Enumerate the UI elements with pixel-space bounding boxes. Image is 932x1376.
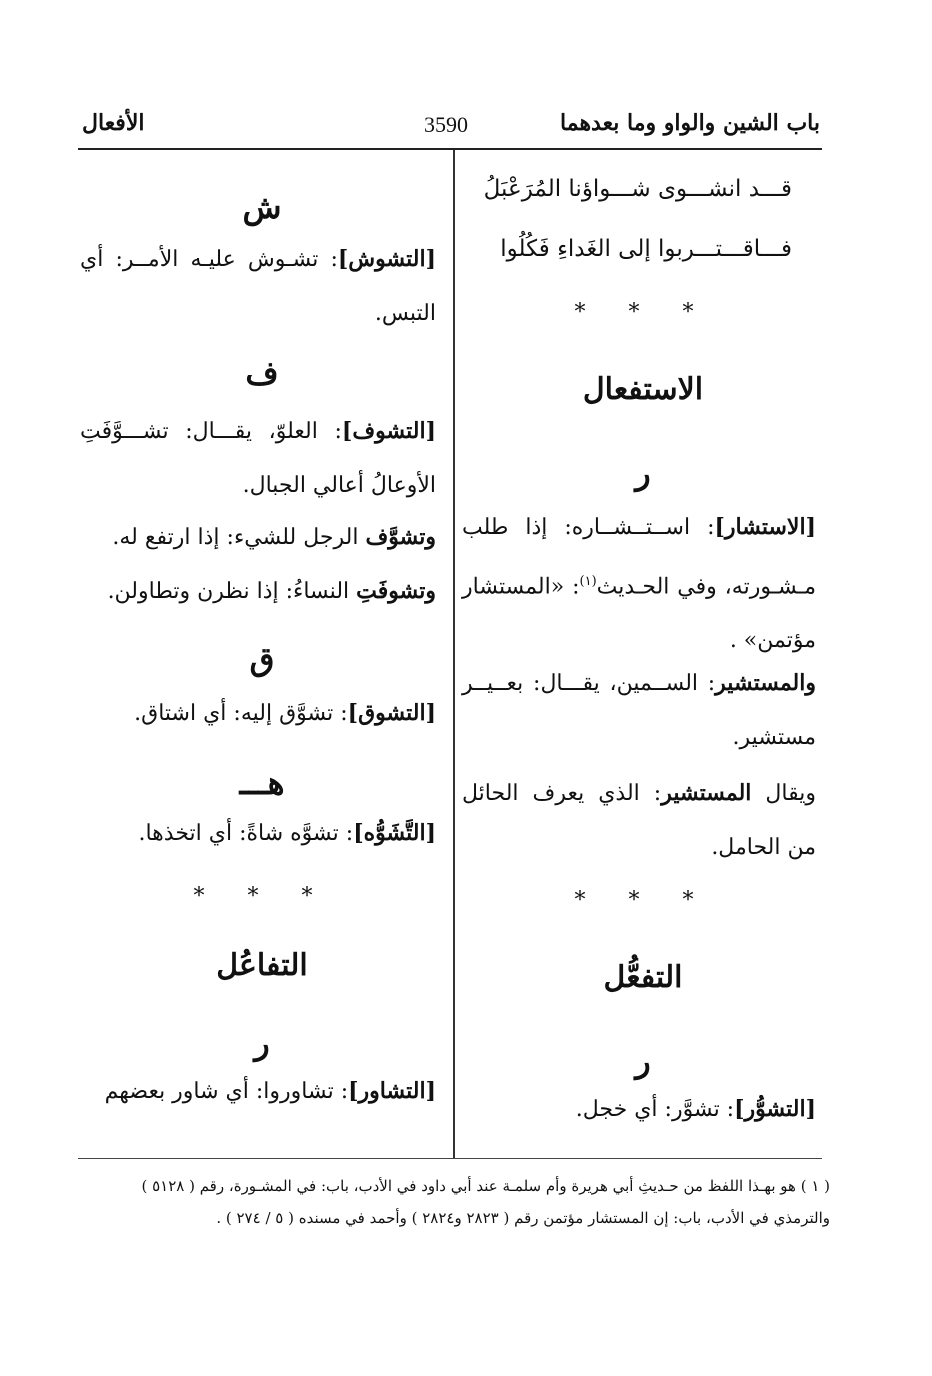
footnote-line: ( ١ ) هو بهـذا اللفظ من حـديثِ أبي هريرة وأم سلمـة عند أبي داود في الأدب، باب: في المشـورة، رقم ( ٥١٢٨ ) xyxy=(141,1177,830,1195)
page-number: 3590 xyxy=(424,112,468,137)
letter-heading: ر xyxy=(635,454,651,492)
entry-text: : تشوَّق إليه: أي اشتاق. xyxy=(134,701,348,726)
verse-line: فـــاقـــتـــربوا إلى الغَداءِ فَكُلُوا xyxy=(500,236,792,262)
separator-stars: * * * xyxy=(193,884,331,909)
entry-headword: المستشير xyxy=(661,780,752,806)
page-header xyxy=(78,106,820,142)
entry-text: : العلوّ، يقـــال: تشـــوَّفَتِ الأوعالُ أعالي الجبال. xyxy=(80,419,436,498)
entry xyxy=(80,232,436,341)
section-heading: التفعُّل xyxy=(603,960,683,995)
entry-headword: وتشوَّف xyxy=(365,524,436,550)
letter-heading: ش xyxy=(242,188,282,226)
entry-headword: [التشوف] xyxy=(341,418,436,444)
header-rule xyxy=(78,148,822,150)
entry-headword: [التشوُّر] xyxy=(734,1096,816,1122)
entry xyxy=(80,404,436,513)
entry-headword: [الاستشار] xyxy=(714,514,816,540)
entry-headword: [التشاور] xyxy=(348,1078,436,1104)
entry xyxy=(462,766,816,875)
separator-stars: * * * xyxy=(574,888,712,913)
entry-text: : «المستشار مؤتمن» . xyxy=(462,574,816,654)
chapter-title: باب الشين والواو وما بعدهما xyxy=(560,110,820,136)
letter-heading: ف xyxy=(245,354,279,392)
entry xyxy=(80,510,436,565)
letter-heading: ق xyxy=(249,640,275,678)
entry xyxy=(80,564,436,619)
entry-text: : تشـوش عليـه الأمــر: أي التبس. xyxy=(80,247,436,326)
entry-text: الرجل للشيء: إذا ارتفع له. xyxy=(112,525,359,550)
footnote xyxy=(90,1170,830,1234)
entry-text: : الســمين، يقـــال: بعــيــر مستشير. xyxy=(462,671,816,750)
letter-heading: ر xyxy=(254,1024,270,1062)
entry xyxy=(462,656,816,765)
entry-text: : الذي يعرف الحائل من الحامل. xyxy=(462,781,816,860)
separator-stars: * * * xyxy=(574,300,712,325)
entry-text: : تشوَّه شاةً: أي اتخذها. xyxy=(138,821,354,846)
entry-headword: والمستشير xyxy=(715,670,816,696)
entry-text: النساءُ: إذا نظرن وتطاولن. xyxy=(107,579,350,604)
entry-text: : اســتــشــاره: إذا طلب مـشـورته، وفي الحـديث xyxy=(462,515,816,600)
entry xyxy=(462,1082,816,1137)
footnote-ref: (١) xyxy=(579,574,597,589)
section-title: الأفعال xyxy=(82,110,145,136)
letter-heading: ر xyxy=(635,1042,651,1080)
footnote-rule xyxy=(78,1158,822,1159)
verse-line: قـــد انشـــوى شـــواؤنا المُرَعْبَلُ xyxy=(483,176,792,202)
entry xyxy=(80,686,436,741)
entry-headword: [التَّشَوُّه] xyxy=(353,820,436,846)
entry xyxy=(80,1064,436,1119)
entry-text: ويقال xyxy=(765,781,816,806)
column-divider xyxy=(453,150,455,1158)
section-heading: التفاعُل xyxy=(216,948,308,983)
section-heading: الاستفعال xyxy=(582,372,704,407)
entry-headword: [التشوش] xyxy=(337,246,436,272)
letter-heading: هـــ xyxy=(239,764,285,802)
entry xyxy=(80,806,436,861)
entry-headword: [التشوق] xyxy=(347,700,436,726)
entry-text: : تشاوروا: أي شاور بعضهم xyxy=(104,1079,349,1104)
entry-headword: وتشوفَتِ xyxy=(356,578,436,604)
footnote-line: والترمذي في الأدب، باب: إن المستشار مؤتمن رقم ( ٢٨٢٣ و٢٨٢٤ ) وأحمد في مسنده ( ٥ / ٢٧٤ ) . xyxy=(216,1209,830,1227)
entry xyxy=(462,500,816,668)
entry-text: : تشوَّر: أي خجل. xyxy=(575,1097,735,1122)
